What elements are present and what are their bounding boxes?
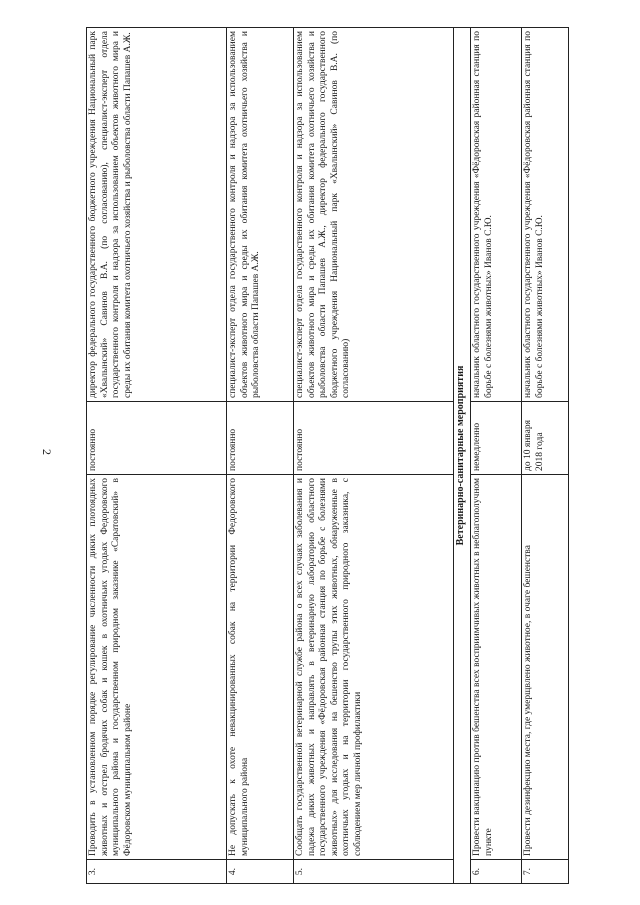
row-number: 5.	[294, 860, 454, 884]
action-cell: Проводить в установленном порядке регулирование численности диких плотоядных животных и отстрел бродячих собак и кошек в охотничьих угодьях Федоровского муниципального района и государственном природном заказнике «Саратовский» в Фёдоровском муниципальном районе	[87, 475, 227, 860]
row-number: 6.	[471, 860, 522, 884]
table-row	[87, 28, 227, 884]
table-row	[227, 28, 294, 884]
term-cell: до 10 января 2018 года	[522, 402, 569, 475]
term-cell: постоянно	[227, 402, 294, 475]
rotated-table-area	[86, 28, 568, 884]
responsible-cell: начальник областного государственного учреждения «Фёдоровская районная станция по борьбе с болезнями животных» Иванов С.Ю.	[471, 28, 522, 402]
measures-table	[86, 27, 569, 884]
responsible-cell: специалист-эксперт отдела государственного контроля и надзора за использованием объектов животного мира и среды их обитания комитета охотничьего хозяйства и рыболовства области Папашев А.Ж., директор федерального государственного бюджетного учреждения Национальный парк «Хвалынский» Савинов В.А. (по согласованию)	[294, 28, 454, 402]
row-number: 4.	[227, 860, 294, 884]
action-cell: Провести вакцинацию против бешенства всех восприимчивых животных в неблагополучном пункте	[471, 475, 522, 860]
term-cell: постоянно	[294, 402, 454, 475]
table-row	[471, 28, 522, 884]
table-row	[294, 28, 454, 884]
section-title: Ветеринарно-санитарные мероприятия	[454, 28, 471, 884]
row-number: 7.	[522, 860, 569, 884]
responsible-cell: специалист-эксперт отдела государственного контроля и надзора за использованием объектов животного мира и среды их обитания комитета охотничьего хозяйства и рыболовства области Папашев А.Ж.	[227, 28, 294, 402]
section-row	[454, 28, 471, 884]
responsible-cell: начальник областного государственного учреждения «Фёдоровская районная станция по борьбе с болезнями животных» Иванов С.Ю.	[522, 28, 569, 402]
page-number: 2	[40, 449, 54, 455]
responsible-cell: директор федерального государственного бюджетного учреждения Национальный парк «Хвалынский» Савинов В.А. (по согласованию), специалист-эксперт отдела государственного контроля и надзора за использованием объектов животного мира и среды их обитания комитета охотничьего хозяйства и рыболовства области Папашев А.Ж.	[87, 28, 227, 402]
row-number: 3.	[87, 860, 227, 884]
table-row	[522, 28, 569, 884]
action-cell: Не допускать к охоте невакцинированных собак на территории Федоровского муниципального района	[227, 475, 294, 860]
term-cell: немедленно	[471, 402, 522, 475]
term-cell: постоянно	[87, 402, 227, 475]
action-cell: Провести дезинфекцию места, где умерщвлено животное, в очаге бешенства	[522, 475, 569, 860]
action-cell: Сообщать государственной ветеринарной службе района о всех случаях заболевания и падежа диких животных и направлять в ветеринарную лабораторию областного государственного учреждения «Фёдоровская районная станция по борьбе с болезнями животных» для исследования на бешенство трупы этих животных, обнаруженные в охотничьих угодьях и на территории государственного природного заказника, с соблюдением мер личной профилактики	[294, 475, 454, 860]
